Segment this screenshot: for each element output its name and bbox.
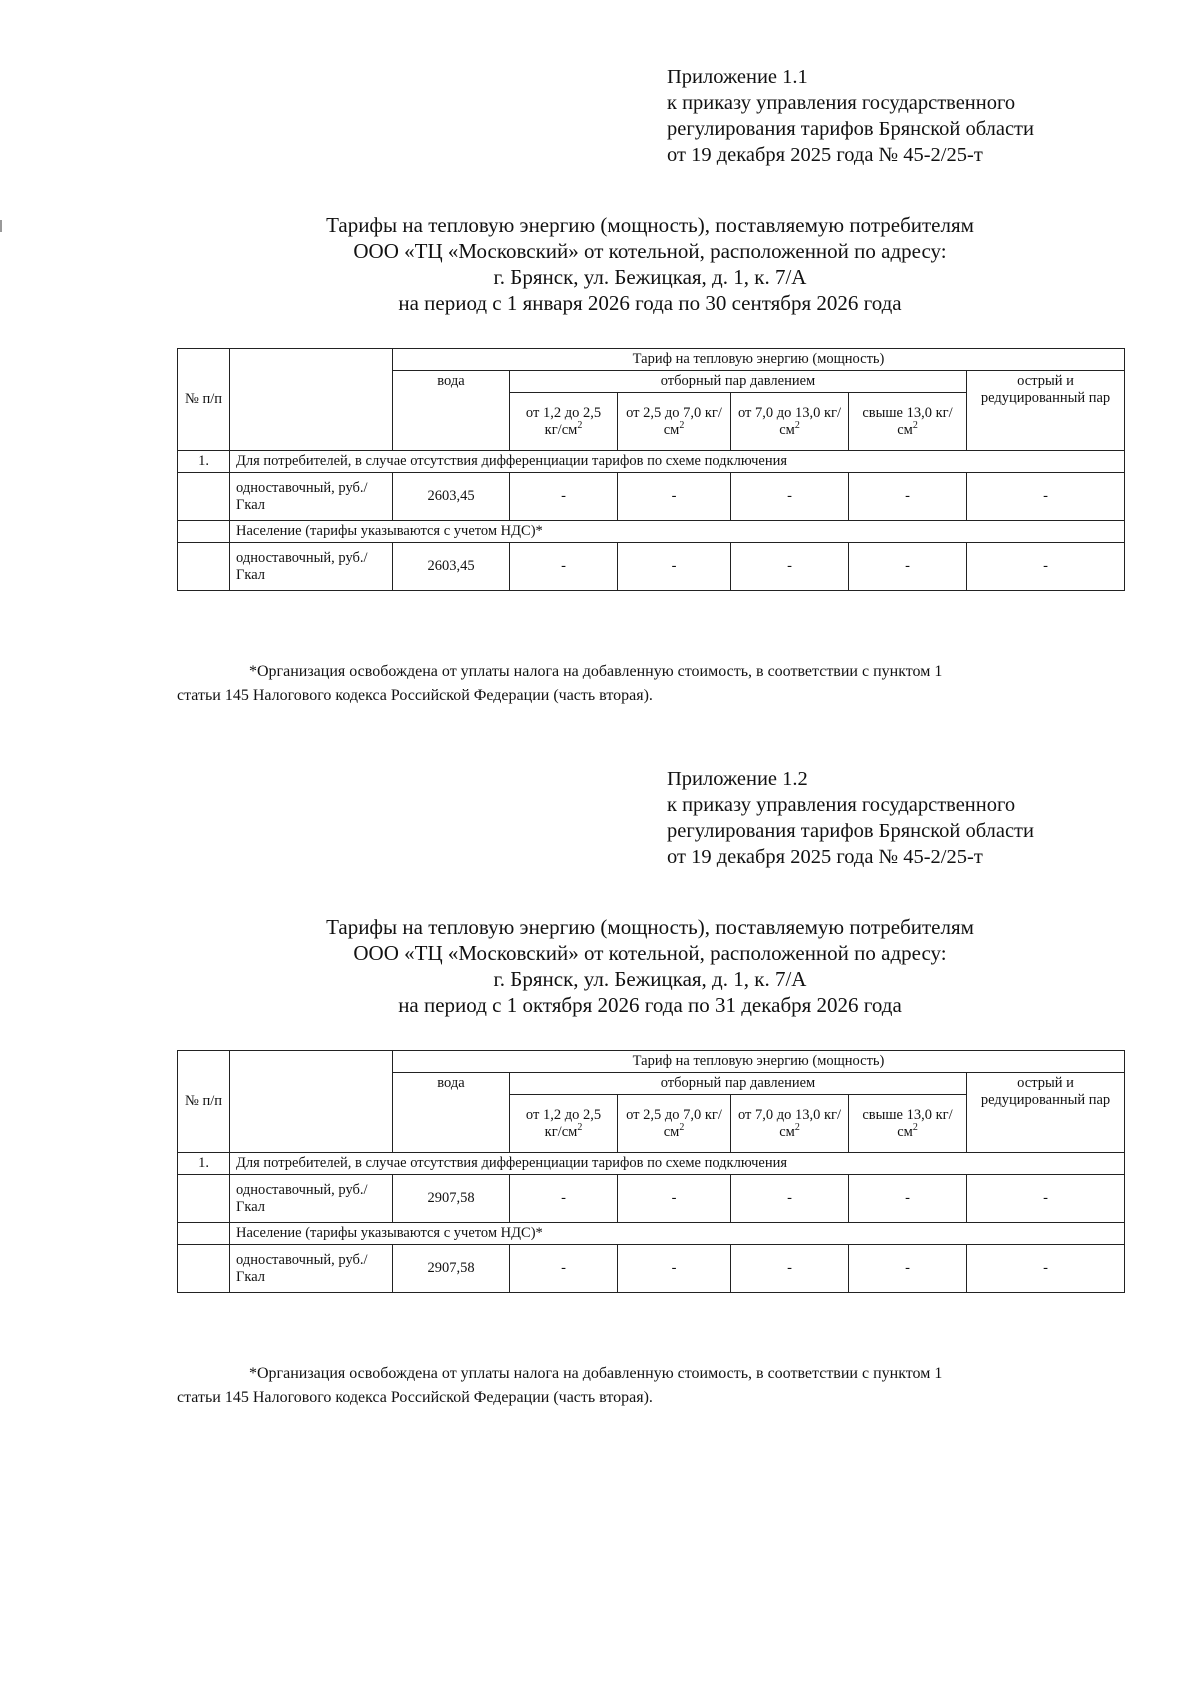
footnote-line: *Организация освобождена от уплаты налога на добавленную стоимость, в соответствии с пунктом 1	[249, 663, 943, 680]
header-sharp-steam: острый и редуцированный пар	[967, 371, 1125, 451]
appendix-number: Приложение 1.1	[667, 66, 808, 88]
dash-cell: -	[618, 473, 731, 521]
dash-cell: -	[618, 1245, 731, 1293]
dash-cell: -	[967, 1245, 1125, 1293]
title-line: на период с 1 января 2026 года по 30 сентября 2026 года	[398, 291, 902, 315]
header-water: вода	[393, 371, 510, 451]
tariff-table	[177, 1050, 1125, 1293]
rate-label: одноставочный, руб./Гкал	[230, 543, 393, 591]
row-section-label: Для потребителей, в случае отсутствия дифференциации тарифов по схеме подключения	[230, 1153, 1125, 1175]
empty-cell	[178, 473, 230, 521]
row-section-label: Население (тарифы указываются с учетом НДС)*	[230, 521, 1125, 543]
header-tariff: Тариф на тепловую энергию (мощность)	[393, 1051, 1125, 1073]
dash-cell: -	[849, 1175, 967, 1223]
dash-cell: -	[510, 543, 618, 591]
dash-cell: -	[731, 1175, 849, 1223]
water-value: 2603,45	[393, 543, 510, 591]
appendix-authority-line: регулирования тарифов Брянской области	[667, 820, 1034, 842]
rate-label: одноставочный, руб./Гкал	[230, 473, 393, 521]
appendix-order-line: к приказу управления государственного	[667, 92, 1016, 114]
dash-cell: -	[849, 473, 967, 521]
header-steam: отборный пар давлением	[510, 371, 967, 393]
title-line: г. Брянск, ул. Бежицкая, д. 1, к. 7/А	[493, 967, 807, 991]
table-row	[178, 543, 1125, 591]
header-water: вода	[393, 1073, 510, 1153]
rate-label: одноставочный, руб./Гкал	[230, 1245, 393, 1293]
dash-cell: -	[849, 1245, 967, 1293]
header-pressure-3: от 7,0 до 13,0 $кг/см^2$	[731, 1095, 849, 1153]
header-pressure-4: свыше 13,0 $кг/см^2$	[849, 393, 967, 451]
empty-cell	[178, 1175, 230, 1223]
empty-cell	[178, 1245, 230, 1293]
appendix-header	[667, 64, 1034, 168]
row-number: 1.	[178, 451, 230, 473]
table-row	[178, 1223, 1125, 1245]
dash-cell: -	[618, 543, 731, 591]
water-value: 2907,58	[393, 1175, 510, 1223]
header-pressure-3: от 7,0 до 13,0 $кг/см^2$	[731, 393, 849, 451]
document-title	[170, 914, 1130, 1018]
appendix-header	[667, 766, 1034, 870]
document-title	[170, 212, 1130, 316]
dash-cell: -	[849, 543, 967, 591]
footnote-line: статьи 145 Налогового кодекса Российской Федерации (часть вторая).	[177, 687, 653, 704]
dash-cell: -	[731, 473, 849, 521]
appendix-order-line: к приказу управления государственного	[667, 794, 1016, 816]
table-row	[178, 451, 1125, 473]
appendix-number: Приложение 1.2	[667, 768, 808, 790]
empty-cell	[178, 521, 230, 543]
water-value: 2907,58	[393, 1245, 510, 1293]
header-number: № п/п	[178, 349, 230, 451]
header-empty	[230, 1051, 393, 1153]
dash-cell: -	[618, 1175, 731, 1223]
header-pressure-1: от 1,2 до 2,5 $кг/см^2$	[510, 1095, 618, 1153]
dash-cell: -	[510, 473, 618, 521]
table-row	[178, 521, 1125, 543]
title-line: ООО «ТЦ «Московский» от котельной, расположенной по адресу:	[353, 239, 947, 263]
dash-cell: -	[731, 543, 849, 591]
table-row	[178, 1153, 1125, 1175]
tariff-table	[177, 348, 1125, 591]
footnote-line: статьи 145 Налогового кодекса Российской Федерации (часть вторая).	[177, 1389, 653, 1406]
dash-cell: -	[731, 1245, 849, 1293]
header-empty	[230, 349, 393, 451]
header-pressure-2: от 2,5 до 7,0 $кг/см^2$	[618, 393, 731, 451]
dash-cell: -	[967, 473, 1125, 521]
dash-cell: -	[967, 543, 1125, 591]
appendix-authority-line: регулирования тарифов Брянской области	[667, 118, 1034, 140]
header-pressure-4: свыше 13,0 $кг/см^2$	[849, 1095, 967, 1153]
title-line: на период с 1 октября 2026 года по 31 декабря 2026 года	[398, 993, 902, 1017]
rate-label: одноставочный, руб./Гкал	[230, 1175, 393, 1223]
empty-cell	[178, 1223, 230, 1245]
header-tariff: Тариф на тепловую энергию (мощность)	[393, 349, 1125, 371]
dash-cell: -	[510, 1175, 618, 1223]
header-steam: отборный пар давлением	[510, 1073, 967, 1095]
title-line: г. Брянск, ул. Бежицкая, д. 1, к. 7/А	[493, 265, 807, 289]
table-row	[178, 1245, 1125, 1293]
dash-cell: -	[510, 1245, 618, 1293]
header-number: № п/п	[178, 1051, 230, 1153]
scan-edge-mark	[0, 220, 2, 232]
empty-cell	[178, 543, 230, 591]
header-pressure-2: от 2,5 до 7,0 $кг/см^2$	[618, 1095, 731, 1153]
header-sharp-steam: острый и редуцированный пар	[967, 1073, 1125, 1153]
appendix-date-line: от 19 декабря 2025 года № 45-2/25-т	[667, 144, 983, 166]
row-section-label: Население (тарифы указываются с учетом НДС)*	[230, 1223, 1125, 1245]
header-pressure-1: от 1,2 до 2,5 $кг/см^2$	[510, 393, 618, 451]
table-row	[178, 473, 1125, 521]
table-row	[178, 1175, 1125, 1223]
title-line: Тарифы на тепловую энергию (мощность), поставляемую потребителям	[326, 915, 974, 939]
row-section-label: Для потребителей, в случае отсутствия дифференциации тарифов по схеме подключения	[230, 451, 1125, 473]
title-line: ООО «ТЦ «Московский» от котельной, расположенной по адресу:	[353, 941, 947, 965]
footnote	[177, 660, 1124, 708]
water-value: 2603,45	[393, 473, 510, 521]
row-number: 1.	[178, 1153, 230, 1175]
appendix-date-line: от 19 декабря 2025 года № 45-2/25-т	[667, 846, 983, 868]
footnote-line: *Организация освобождена от уплаты налога на добавленную стоимость, в соответствии с пунктом 1	[249, 1365, 943, 1382]
title-line: Тарифы на тепловую энергию (мощность), поставляемую потребителям	[326, 213, 974, 237]
dash-cell: -	[967, 1175, 1125, 1223]
footnote	[177, 1362, 1124, 1410]
